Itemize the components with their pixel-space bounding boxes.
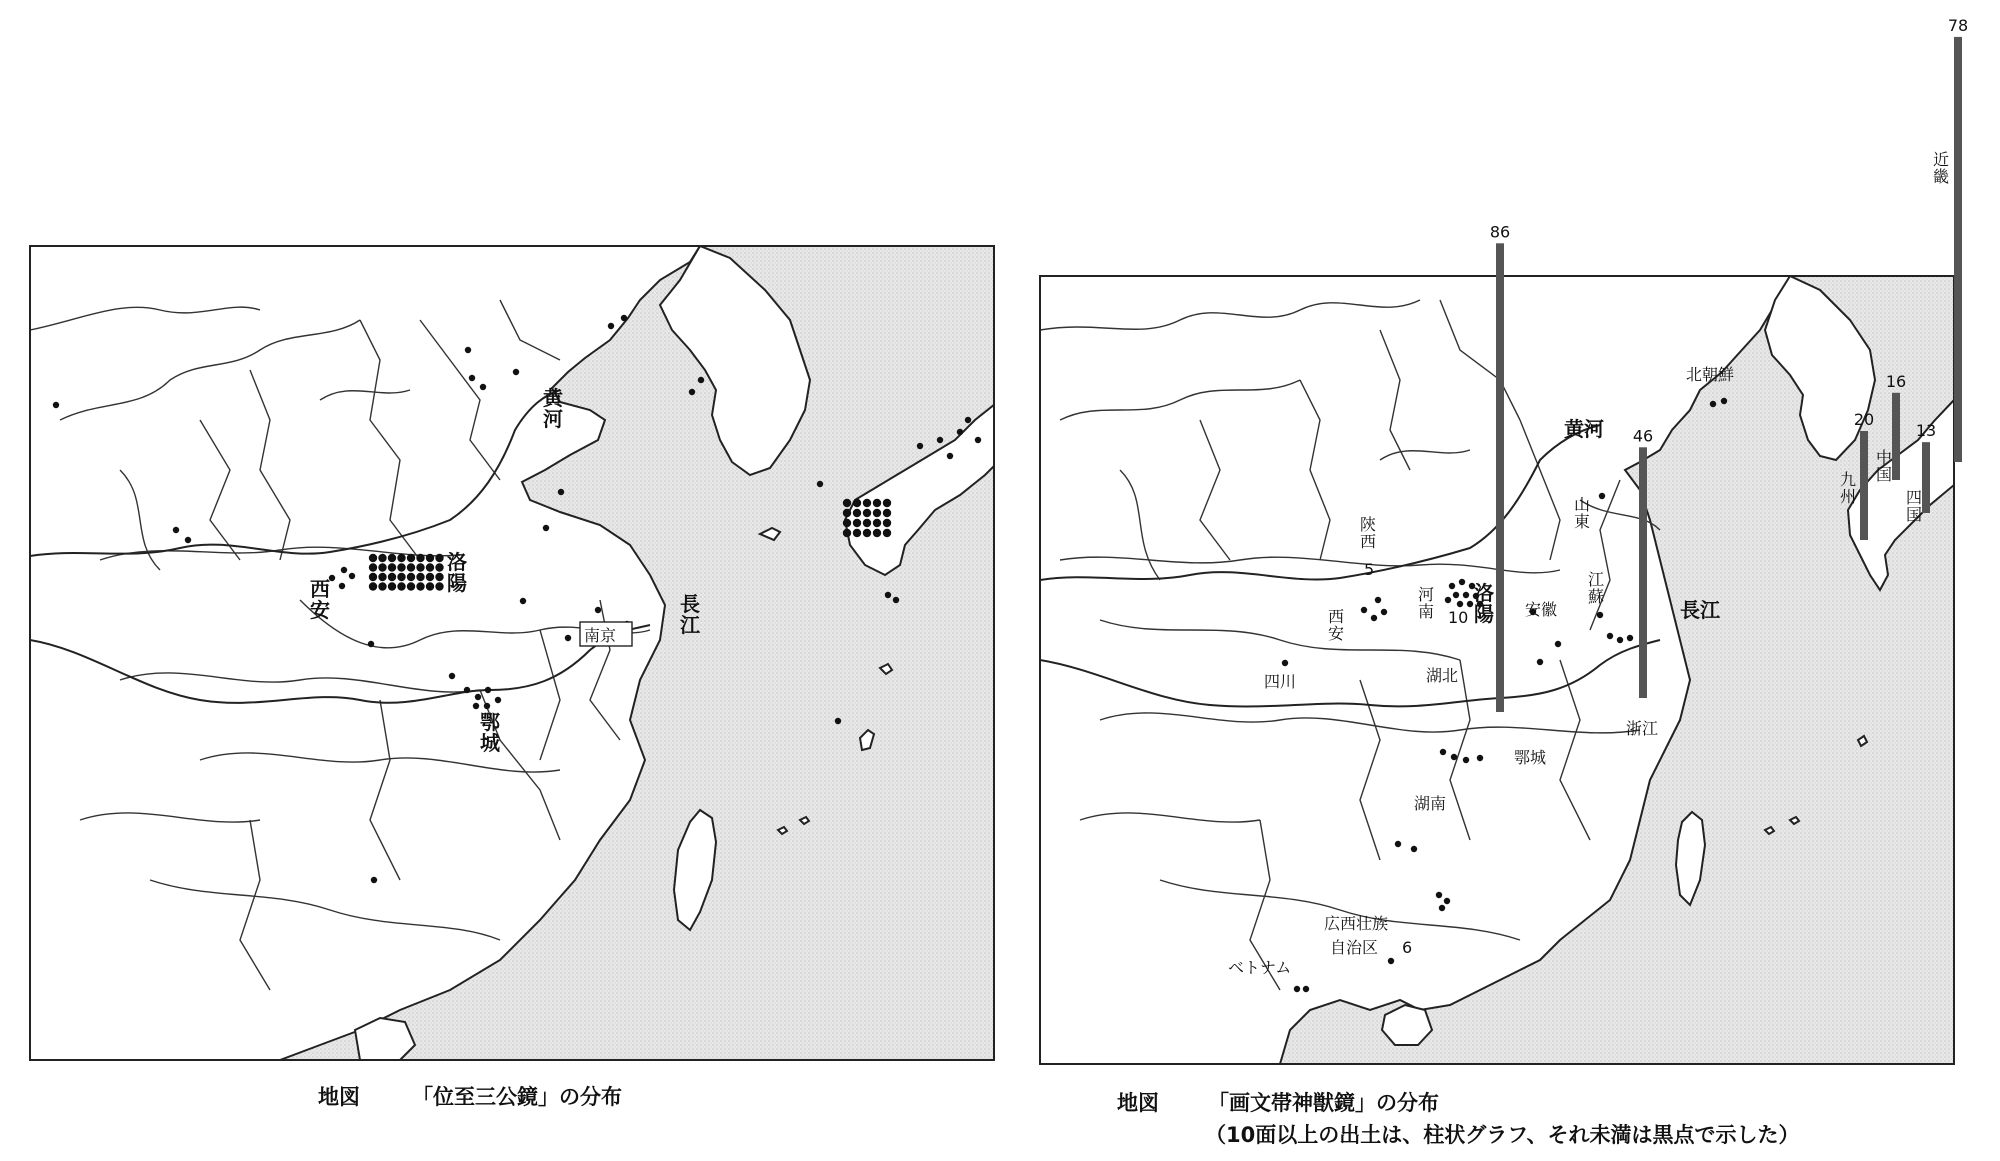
find-dot [407, 563, 415, 571]
find-dot [853, 519, 861, 527]
map-2-label-yangtze: 長江 [1680, 598, 1720, 622]
map-2-label-zhejiang: 浙江 [1626, 719, 1659, 738]
find-dot [416, 582, 424, 590]
map-2-label-kyushu: 九州 [1840, 470, 1857, 506]
map-2-label-luoyang: 洛陽 [1474, 581, 1494, 626]
find-dot [378, 573, 386, 581]
bar-3 [1892, 393, 1900, 480]
find-dot [435, 554, 443, 562]
map-2-label-yellow-river: 黄河 [1564, 417, 1604, 441]
find-dot [426, 563, 434, 571]
map-2-label-hunan: 湖南 [1414, 794, 1447, 813]
find-dot [435, 582, 443, 590]
find-dot [407, 582, 415, 590]
map-2-label-guangxi-2: 自治区 [1330, 938, 1379, 957]
map-2-label-shikoku: 四国 [1906, 488, 1923, 524]
find-dot [426, 582, 434, 590]
find-dot [853, 499, 861, 507]
map-2-label-north-korea: 北朝鮮 [1686, 365, 1735, 384]
bar-4 [1922, 442, 1930, 513]
find-dot [426, 573, 434, 581]
find-dot [407, 554, 415, 562]
bar-value-label: 20 [1853, 410, 1875, 429]
map-2-label-anhui: 安徽 [1525, 600, 1558, 619]
find-dot [416, 563, 424, 571]
find-dot [863, 509, 871, 517]
find-dot [863, 499, 871, 507]
map-2-label-echeng: 鄂城 [1514, 748, 1547, 767]
map-2-label-chugoku: 中国 [1876, 448, 1893, 484]
bar-value-label: 46 [1632, 426, 1654, 446]
bar-value-label: 13 [1915, 421, 1937, 441]
find-dot [435, 573, 443, 581]
find-dot [853, 509, 861, 517]
find-dot [843, 529, 851, 537]
find-dot [388, 573, 396, 581]
find-dot [873, 529, 881, 537]
find-dot [369, 563, 377, 571]
find-dot [843, 499, 851, 507]
find-dot [369, 554, 377, 562]
bar-0 [1496, 243, 1504, 712]
map-2-caption-title: 「画文帯神獣鏡」の分布 [1208, 1091, 1439, 1115]
find-dot [369, 582, 377, 590]
map-2-label-kinki: 近畿 [1933, 150, 1950, 186]
bar-1 [1639, 447, 1647, 698]
find-dot [873, 509, 881, 517]
map-2-label-hubei: 湖北 [1426, 666, 1459, 685]
find-dot [397, 554, 405, 562]
map-2-label-henan: 河南 [1418, 585, 1435, 621]
map-2-label-guangxi-count: 6 [1402, 938, 1413, 957]
find-dot [397, 582, 405, 590]
find-dot [416, 573, 424, 581]
find-dot [883, 499, 891, 507]
find-dot [426, 554, 434, 562]
find-dot [883, 529, 891, 537]
map-2-caption-note: （10面以上の出土は、柱状グラフ、それ未満は黒点で示した） [1205, 1123, 1800, 1147]
find-dot [378, 554, 386, 562]
find-dot [416, 554, 424, 562]
find-dot [853, 529, 861, 537]
map-1-wei-zhi-san-gong [30, 246, 1000, 1109]
find-dot [397, 573, 405, 581]
map-1-label-luoyang: 洛陽 [447, 550, 467, 595]
map-2-caption-prefix: 地図 [1117, 1091, 1159, 1115]
bar-value-label: 16 [1885, 371, 1907, 391]
find-dot [388, 563, 396, 571]
map-2-label-shandong: 山東 [1574, 495, 1591, 531]
bar-value-label: 78 [1947, 15, 1969, 35]
map-2-label-jiangsu: 江蘇 [1588, 570, 1605, 606]
find-dot [863, 529, 871, 537]
find-dot [843, 509, 851, 517]
find-dot [883, 519, 891, 527]
map-2-label-vietnam: ベトナム [1228, 958, 1292, 977]
find-dot [407, 573, 415, 581]
find-dot [378, 563, 386, 571]
bar-5 [1954, 37, 1962, 462]
find-dot [873, 519, 881, 527]
map-1-label-yangtze: 長江 [680, 592, 700, 637]
find-dot [883, 509, 891, 517]
find-dot [378, 582, 386, 590]
map-1-label-yellow-river: 黄河 [543, 386, 563, 431]
map-2-label-sichuan: 四川 [1264, 672, 1297, 691]
find-dot [388, 582, 396, 590]
map-1-label-xian: 西安 [310, 577, 330, 622]
find-dot [388, 554, 396, 562]
map-2-label-shaanxi-count: 5 [1364, 560, 1375, 579]
map-1-label-nanjing: 南京 [584, 626, 617, 645]
find-dot [435, 563, 443, 571]
map-2-label-guangxi-1: 広西壮族 [1324, 914, 1389, 933]
map-2-label-luoyang-count: 10 [1448, 608, 1469, 627]
find-dot [397, 563, 405, 571]
map-2-label-shaanxi: 陝西 [1360, 515, 1377, 551]
bar-2 [1860, 431, 1868, 540]
map-2-label-xian: 西安 [1328, 607, 1345, 643]
find-dot [843, 519, 851, 527]
bar-value-label: 86 [1489, 222, 1511, 242]
map-2-gamon-taishinjukyo [1040, 16, 1968, 1147]
find-dot [863, 519, 871, 527]
map-1-label-echeng: 鄂城 [480, 710, 500, 755]
find-dot [369, 573, 377, 581]
find-dot [873, 499, 881, 507]
map-1-caption-title: 「位至三公鏡」の分布 [412, 1085, 622, 1109]
map-1-caption-prefix: 地図 [318, 1085, 360, 1109]
